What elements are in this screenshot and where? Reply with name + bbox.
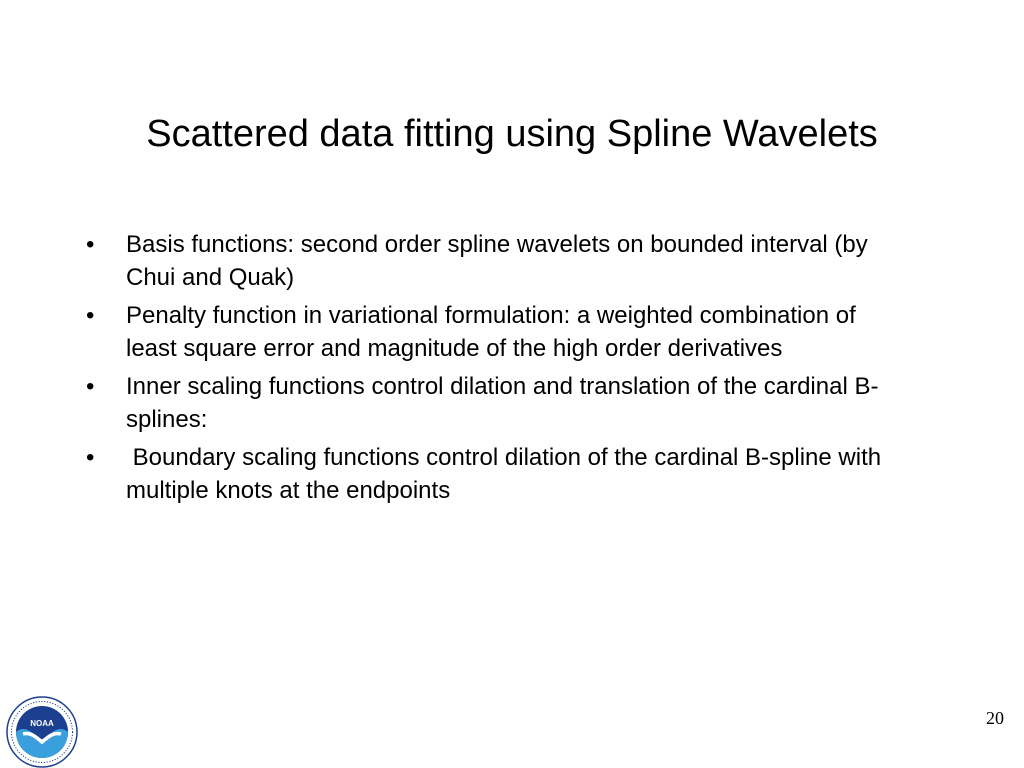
logo-text: NOAA <box>30 719 54 728</box>
bullet-text: Basis functions: second order spline wavelets on bounded interval (by Chui and Quak) <box>126 231 868 291</box>
bullet-icon: • <box>86 444 95 471</box>
bullet-icon: • <box>86 231 95 258</box>
bullet-text: Inner scaling functions control dilation and translation of the cardinal B-splines: <box>126 373 879 433</box>
noaa-logo-icon <box>6 696 78 768</box>
bullet-item <box>86 370 906 436</box>
slide-title: Scattered data fitting using Spline Wavelets <box>146 113 878 155</box>
bullet-item <box>86 299 906 365</box>
bullet-text: Boundary scaling functions control dilation of the cardinal B-spline with multiple knots at the endpoints <box>126 444 888 504</box>
bullet-icon: • <box>86 302 95 329</box>
bullet-list <box>86 228 906 512</box>
page-number: 20 <box>986 708 1004 728</box>
bullet-text: Penalty function in variational formulation: a weighted combination of least square error and magnitude of the high order derivatives <box>126 302 856 362</box>
bullet-icon: • <box>86 373 95 400</box>
bullet-item <box>86 228 906 294</box>
bullet-item <box>86 441 906 507</box>
